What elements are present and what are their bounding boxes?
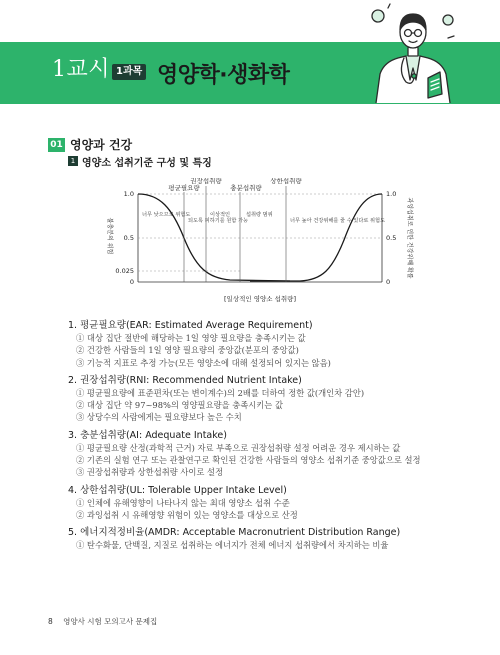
- right-axis-label: 과잉섭취로 인한 건강위해 확률: [406, 197, 413, 279]
- header-banner: [0, 0, 500, 103]
- right-tick-1: 1.0: [386, 190, 397, 198]
- page-footer: [48, 616, 157, 627]
- item-title: 4. 상한섭취량(UL: Tolerable Upper Intake Level): [68, 484, 287, 496]
- x-axis-label: [일상적인 영양소 섭취량]: [224, 295, 296, 303]
- right-tick-05: 0.5: [386, 234, 397, 242]
- left-tick-0: 0: [129, 278, 134, 286]
- section-title: 영양과 건강: [70, 138, 133, 152]
- content-list: [68, 320, 478, 552]
- left-axis-label: 불충분의 위험: [106, 217, 113, 255]
- item-line: ③ 권장섭취량과 상한섭취량 사이로 설정: [76, 467, 224, 478]
- doctor-illustration: [368, 2, 458, 103]
- marker-label-ul: 상한섭취량: [270, 178, 302, 185]
- intake-standards-chart: [100, 178, 420, 313]
- left-tick-05: 0.5: [123, 234, 134, 242]
- item-line: ③ 기능적 지표로 추정 가능(모든 영양소에 대해 설정되어 있지는 않음): [76, 357, 331, 368]
- item-line: ① 평균필요량 산정(과학적 근거) 자료 부족으로 권장섭취량 설정 어려운 경우 제시하는 값: [76, 442, 401, 453]
- section-number: 01: [48, 138, 65, 152]
- right-tick-0: 0: [386, 278, 391, 286]
- annotation-ideal: 이상적인: [210, 212, 231, 218]
- annotation-intake-range: 섭취량 범위: [246, 212, 273, 218]
- left-tick-0025: 0.025: [115, 267, 134, 275]
- item-line: ② 기존의 실험 연구 또는 관찰연구로 확인된 건강한 사람들의 영양소 섭취기준 중앙값으로 설정: [76, 455, 421, 466]
- item-line: ③ 상당수의 사람에게는 필요량보다 높은 수치: [76, 412, 242, 423]
- marker-label-ai: 충분섭취량: [230, 184, 262, 192]
- period-label: 1교시: [52, 57, 111, 82]
- item-line: ② 대상 집단 약 97~98%의 영양필요량을 충족시키는 값: [76, 400, 283, 411]
- subsection-number: 1: [68, 156, 78, 166]
- subject-title: 영양학·생화학: [157, 63, 290, 88]
- item-title: 1. 평균필요량(EAR: Estimated Average Requirement): [68, 320, 313, 331]
- book-title: 영양사 시험 모의고사 문제집: [63, 617, 158, 626]
- deficiency-risk-curve: [138, 194, 290, 281]
- item-line: ① 대상 집단 절반에 해당하는 1일 영양 필요량을 충족시키는 값: [76, 333, 306, 343]
- item-line: ① 인체에 유해영향이 나타나지 않는 최대 영양소 섭취 수준: [76, 497, 290, 508]
- subsection-title: 영양소 섭취기준 구성 및 특징: [82, 158, 212, 169]
- marker-label-rni: 권장섭취량: [190, 178, 222, 185]
- item-line: ① 평균필요량에 표준편차(또는 변이계수)의 2배를 더하여 정한 값(개인차 감안): [76, 387, 365, 398]
- page-number: 8: [48, 617, 53, 626]
- item-line: ① 탄수화물, 단백질, 지질로 섭취하는 에너지가 전체 에너지 섭취량에서 차지하는 비율: [76, 540, 389, 551]
- annotation-too-high: 너무 높아 건강위해를 줄 수 있다로 위험도: [290, 218, 386, 224]
- annotation-avoid: 되도록 피하기를 원함 가능: [188, 218, 249, 224]
- item-title: 2. 권장섭취량(RNI: Recommended Nutrient Intake): [68, 374, 302, 386]
- item-line: ② 과잉섭취 시 유해영향 위험이 있는 영양소를 대상으로 산정: [76, 509, 298, 520]
- item-title: 3. 충분섭취량(AI: Adequate Intake): [68, 429, 227, 441]
- subject-badge: 1과목: [112, 64, 146, 80]
- item-title: 5. 에너지적정비율(AMDR: Acceptable Macronutrient Distribution Range): [68, 527, 401, 539]
- left-tick-1: 1.0: [123, 190, 134, 198]
- item-line: ② 건강한 사람들의 1일 영양 필요량의 중앙값(분포의 중앙값): [76, 345, 299, 356]
- annotation-too-low: 너무 낮으므로 위험도: [142, 212, 191, 218]
- marker-label-ear: 평균필요량: [168, 184, 200, 192]
- excess-risk-curve: [250, 194, 382, 281]
